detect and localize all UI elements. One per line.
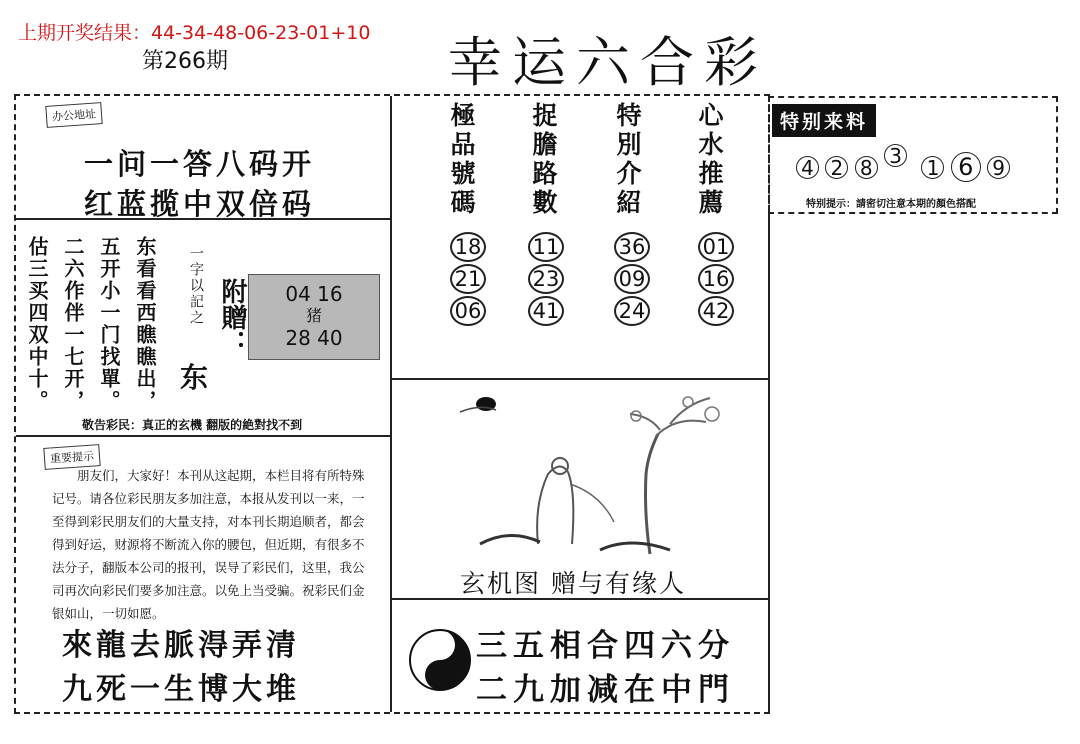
issue-number: 第266期	[142, 49, 228, 74]
gift-box	[248, 274, 380, 360]
announcement-text: 朋友们，大家好！本刊从这起期，本栏目将有所特殊记号。请各位彩民朋友多加注意，本报从发刊以一来，一至得到彩民朋友们的大量支持，对本刊长期追顺者，都会得到好运，财源将不断流入你的腰包，但近期，有很多不法分子，翻版本公司的报刊，误导了彩民们，这里，我公司再次向彩民们要多加注意。以免上当受骗。祝彩民们金银如山，一切如愿。	[52, 468, 365, 621]
number-circle: 11	[528, 232, 564, 262]
special-number: 3	[884, 144, 907, 167]
number-circle: 36	[614, 232, 650, 262]
poem-col-4: 估三买四双中十。	[25, 236, 49, 412]
special-numbers	[796, 144, 1010, 182]
number-circle: 09	[614, 264, 650, 294]
slogan-line-2: 红蓝揽中双倍码	[84, 187, 316, 221]
special-number: 4	[796, 156, 819, 179]
gift-label: 附贈：	[217, 278, 247, 356]
gift-zodiac: 猪	[305, 306, 322, 325]
special-hint: 特别提示：請密切注意本期的顏色搭配	[806, 199, 976, 210]
page-title: 幸运六合彩	[448, 31, 768, 94]
gift-numbers-2: 28 40	[285, 326, 343, 350]
number-circle: 06	[450, 296, 486, 326]
col-head-1: 極品號碼	[447, 102, 476, 218]
special-number: 2	[825, 156, 848, 179]
poem-col-2: 五开小一门找單。	[97, 236, 121, 412]
bottom-left-line-2: 九死一生博大堆	[62, 672, 300, 707]
number-circle: 21	[450, 264, 486, 294]
divider-center-right	[768, 210, 770, 714]
special-number: 9	[987, 156, 1010, 179]
special-number: 8	[855, 156, 878, 179]
col-head-3: 特別介紹	[613, 102, 642, 218]
special-number: 1	[921, 156, 944, 179]
number-circle: 41	[528, 296, 564, 326]
riddle-answer: 东	[180, 361, 209, 394]
poem-col-1: 东看看西瞧瞧出，	[133, 236, 157, 412]
bottom-center-line-1: 三五相合四六分	[476, 628, 735, 664]
divider-center-1	[392, 378, 768, 380]
address-badge: 办公地址	[45, 102, 102, 128]
col-head-2: 捉膽路數	[529, 102, 558, 218]
divider-left-2	[16, 435, 390, 437]
xuanji-illustration	[420, 384, 750, 564]
notice: 敬告彩民：真正的玄機 翻版的絶對找不到	[82, 418, 303, 432]
tip-badge: 重要提示	[43, 444, 100, 470]
number-circle: 24	[614, 296, 650, 326]
riddle-hint: 一字以記之	[188, 246, 204, 326]
poem-col-3: 二六作伴一七开，	[61, 236, 85, 412]
xuanji-caption: 玄机图 赠与有缘人	[460, 569, 686, 598]
number-circle: 01	[698, 232, 734, 262]
slogan-line-1: 一问一答八码开	[84, 147, 316, 181]
last-result: 上期开奖结果：44-34-48-06-23-01+10	[18, 22, 371, 44]
yin-yang-icon	[408, 628, 472, 692]
special-number: 6	[951, 152, 981, 182]
number-circle: 16	[698, 264, 734, 294]
special-title: 特别来料	[772, 104, 876, 137]
col-head-4: 心水推薦	[695, 102, 724, 218]
number-circle: 42	[698, 296, 734, 326]
bottom-left-line-1: 來龍去脈淂弄清	[62, 628, 300, 663]
number-circle: 23	[528, 264, 564, 294]
gift-numbers-1: 04 16	[285, 282, 343, 306]
divider-left-center	[390, 96, 392, 712]
number-circle: 18	[450, 232, 486, 262]
bottom-center-line-2: 二九加减在中門	[476, 672, 735, 708]
